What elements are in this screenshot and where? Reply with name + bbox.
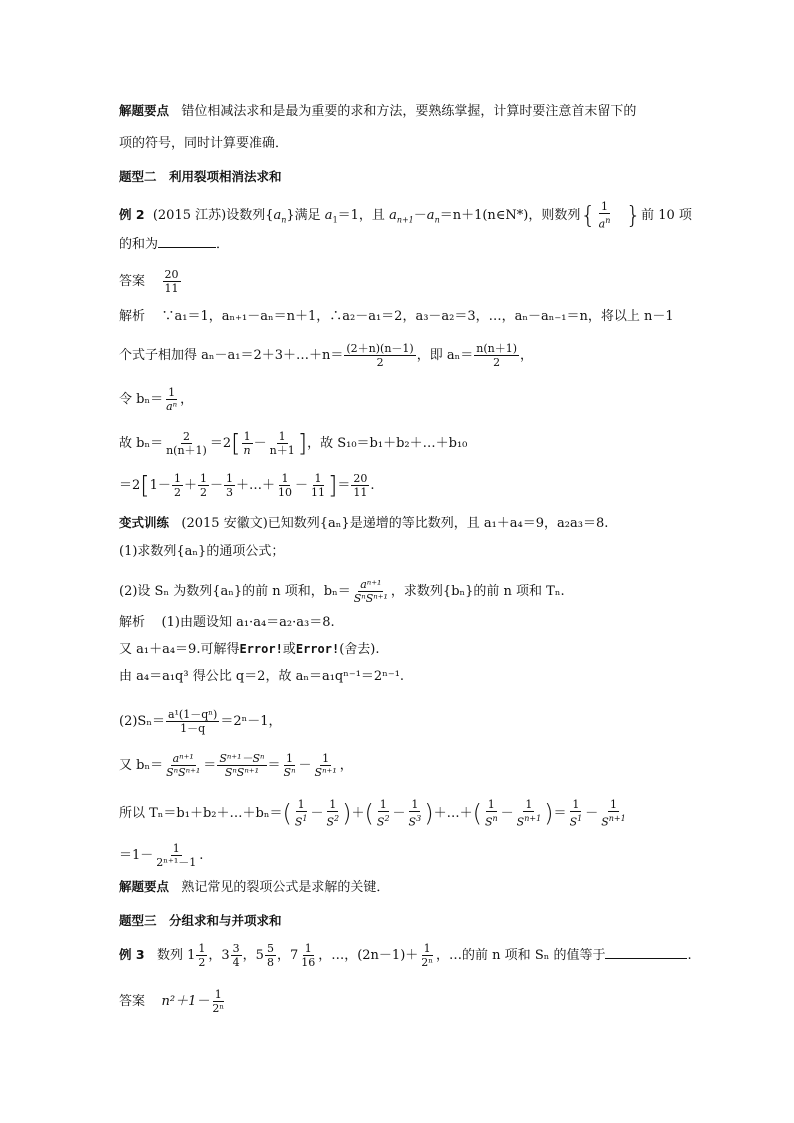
vsol-line7 <box>119 842 203 869</box>
vsol-eq1: ＝ <box>203 758 217 773</box>
ex2-line2 <box>119 236 229 254</box>
ex2-label: 例 2 <box>119 206 145 222</box>
sol2-text1: ∵a₁＝1，aₙ₊₁－aₙ＝n＋1，∴a₂－a₁＝2，a₃－a₂＝3，…，aₙ－aₙ₋₁＝n，将以上 n－1 <box>161 309 674 324</box>
ex2-answer-blank <box>158 247 216 248</box>
variant-q2-text2: ，求数列{bₙ}的前 n 项和 Tₙ. <box>390 584 565 599</box>
vsol-dots: ＋…＋ <box>433 805 473 821</box>
vsol-label: 解析 <box>119 615 146 630</box>
sol2-text11: ＝ <box>337 478 351 493</box>
ans2-line <box>119 268 182 295</box>
sol2-text10: ＝2 <box>119 478 141 493</box>
vsol-frac-final: $\frac{1}{\text{2ⁿ⁺¹－1}}$ <box>156 842 197 869</box>
variant-line1 <box>119 514 608 533</box>
ex3-line: 例 3 数列 1 $\frac{1}{2}$ ，3 $\frac{3}{4}$ ，5 $\frac{5}{8}$ ，7 $\frac{1}{16}$ ，…，(2n－1)＋ $\frac{1}{\text{2ⁿ}}$ ，…的前 n 项和 Sₙ 的值等于 . <box>119 942 692 969</box>
ex3-text3: ，5 <box>242 948 264 963</box>
type2-title: 题型二 利用裂项相消法求和 <box>119 169 282 184</box>
sol2-line4: 故 bₙ＝ $\frac{2}{n(n+1)}$ ＝2[ $\frac{1}{n}$ － $\frac{1}{n+1}$ ]，故 S₁₀＝b₁＋b₂＋…＋b₁₀ <box>119 429 468 458</box>
ex3-text1: 数列 1 <box>156 948 196 963</box>
vsol-text10: . <box>199 848 204 863</box>
sol2-line3 <box>119 386 193 413</box>
vsol-text5: (2)Sₙ＝ <box>119 714 165 729</box>
variant-label: 变式训练 <box>119 515 170 530</box>
answer-label: 答案 <box>119 274 146 289</box>
sol2-frac3: $\frac{1}{\text{aⁿ}}$ <box>166 386 178 413</box>
sol2-text4: ， <box>520 348 534 363</box>
tips1-text: 错位相减法求和是最为重要的求和方法，要熟练掌握，计算时要注意首末留下的 <box>181 104 637 119</box>
vsol-line6: 所以 Tₙ＝b₁＋b₂＋…＋bₙ＝( $\frac{1}{S^1}$ － $\frac{1}{S^2}$ )＋( $\frac{1}{S^2}$ － $\frac{1}{S^3}$ )＋…＋( $\frac{1}{S^n}$ － $\frac{1}{S^{n+1}}$ )＝ $\frac{1}{S^1}$ － $\frac{1}{S^{n+1}}$ <box>119 798 626 829</box>
vsol-minus: － <box>298 758 312 773</box>
ex3-text2: ，3 <box>208 948 230 963</box>
sol2-text3: ，即 aₙ＝ <box>416 348 474 363</box>
ex3-text7: . <box>687 948 692 963</box>
ans3-label: 答案 <box>119 994 146 1009</box>
sol2-result-frac: $\frac{20}{11}$ <box>353 472 368 499</box>
variant-q2-text: (2)设 Sₙ 为数列{aₙ}的前 n 项和，bₙ＝ <box>119 584 351 599</box>
tips1-line1 <box>119 102 636 121</box>
vsol-text7: 又 bₙ＝ <box>119 758 164 773</box>
variant-q2-frac: $\frac{\text{aⁿ⁺¹}}{\text{SⁿSⁿ⁺¹}}$ <box>353 578 388 605</box>
ex2-text6: 的和为 <box>119 237 159 252</box>
ex3-text6: ，…的前 n 项和 Sₙ 的值等于 <box>436 948 606 963</box>
ex2-text5: 前 10 项 <box>641 207 692 223</box>
ex3-label: 例 3 <box>119 947 145 962</box>
sol2-frac1: $\frac{(2+n)(n-1)}{2}$ <box>346 342 414 369</box>
sol-label: 解析 <box>119 309 146 324</box>
ex2-text3: ＝1，且 <box>337 207 390 223</box>
variant-q1: (1)求数列{aₙ}的通项公式； <box>119 544 285 559</box>
type3-title: 题型三 分组求和与并项求和 <box>119 913 282 928</box>
ans3-frac: $\frac{1}{\text{2ⁿ}}$ <box>212 988 225 1015</box>
ex2-text7: ． <box>216 237 230 252</box>
ex2-text4: ＝n＋1(n∈N*)，则数列 <box>439 207 581 223</box>
ex2-text2: }满足 <box>286 207 325 223</box>
variant-q2 <box>119 578 565 605</box>
error-text-2: Error! <box>295 642 340 656</box>
vsol-end: ， <box>339 758 353 773</box>
sol2-line5: ＝2[1－ $\frac{1}{2}$ ＋ $\frac{1}{2}$ － $\frac{1}{3}$ ＋…＋ $\frac{1}{10}$ － $\frac{1}{11}$ ]＝ $\frac{20}{11}$ . <box>119 471 375 500</box>
variant-text: (2015 安徽文)已知数列{aₙ}是递增的等比数列，且 a₁＋a₄＝9，a₂a₃＝8. <box>181 516 609 531</box>
sol2-text7: 故 bₙ＝ <box>119 436 164 451</box>
vsol-line4 <box>119 708 281 735</box>
vsol-plus: ＋ <box>351 805 365 821</box>
vsol-eq3: ＝ <box>553 805 567 821</box>
vsol-line1 <box>119 614 335 632</box>
sol2-frac4: $\frac{2}{n(n+1)}$ <box>166 430 207 457</box>
ans2-frac: $\frac{20}{11}$ <box>164 268 179 295</box>
tips2-label: 解题要点 <box>119 879 170 894</box>
vsol-text2: 又 a₁＋a₄＝9.可解得 <box>119 642 240 657</box>
vsol-eq2: ＝ <box>267 758 281 773</box>
vsol-text6: ＝2ⁿ－1， <box>220 714 282 729</box>
ans3-text: n²＋1－ <box>161 994 210 1009</box>
tips1-line2 <box>119 135 288 153</box>
tips2-line <box>119 878 389 897</box>
vsol-text3: 或 <box>282 642 296 657</box>
sol2-line1 <box>119 308 674 326</box>
sol2-text8: ＝2 <box>209 436 232 451</box>
tips2-text: 熟记常见的裂项公式是求解的关键． <box>181 880 390 895</box>
vsol-text9: ＝1－ <box>119 848 154 863</box>
vsol-line5: 又 bₙ＝ $\frac{\text{aⁿ⁺¹}}{\text{SⁿSⁿ⁺¹}}$ ＝ $\frac{\text{Sⁿ⁺¹－Sⁿ}}{\text{SⁿSⁿ⁺¹}}$ ＝ $\frac{1}{\text{Sⁿ}}$ － $\frac{1}{\text{Sⁿ⁺¹}}$ ， <box>119 752 353 779</box>
tips1-label: 解题要点 <box>119 103 170 118</box>
vsol-text8: 所以 Tₙ＝b₁＋b₂＋…＋bₙ＝ <box>119 805 283 821</box>
ex3-answer-blank <box>605 958 687 959</box>
sol2-frac2: $\frac{n(n+1)}{2}$ <box>476 342 518 369</box>
vsol-line2 <box>119 640 379 659</box>
vsol-text1: (1)由题设知 a₁·a₄＝a₂·a₃＝8. <box>161 615 335 630</box>
vsol-text4: (舍去). <box>339 642 380 657</box>
tips1-text-cont: 项的符号，同时计算要准确． <box>119 136 289 151</box>
sol2-line2 <box>119 342 533 369</box>
sol2-text5: 令 bₙ＝ <box>119 392 164 407</box>
vsol-line3: 由 a₄＝a₁q³ 得公比 q＝2，故 aₙ＝a₁qⁿ⁻¹＝2ⁿ⁻¹. <box>119 669 405 684</box>
ex2-text: (2015 江苏)设数列{ <box>152 207 274 223</box>
ex3-text5: ，…，(2n－1)＋ <box>318 948 419 963</box>
ex2-line1: 例 2 (2015 江苏)设数列$\{a_n\}$满足 $a_1=1$，且 $a_{n+1}-a_n=n+1(n\in N*)$，则数列{ $\frac{1}{a^n}$ }前 10 项 <box>119 200 692 231</box>
sol2-text6: ， <box>180 392 194 407</box>
ex3-text4: ，7 <box>276 948 299 963</box>
ex2-frac: $\frac{1}{a^n}$ <box>598 200 611 231</box>
sol2-text2: 个式子相加得 aₙ－a₁＝2＋3＋…＋n＝ <box>119 348 344 363</box>
ans3-line <box>119 988 227 1015</box>
vsol-frac1: $\frac{\text{a¹(1－qⁿ)}}{1-q}$ <box>167 708 218 735</box>
error-text-1: Error! <box>239 642 283 656</box>
sol2-text9: ，故 S₁₀＝b₁＋b₂＋…＋b₁₀ <box>307 436 468 451</box>
